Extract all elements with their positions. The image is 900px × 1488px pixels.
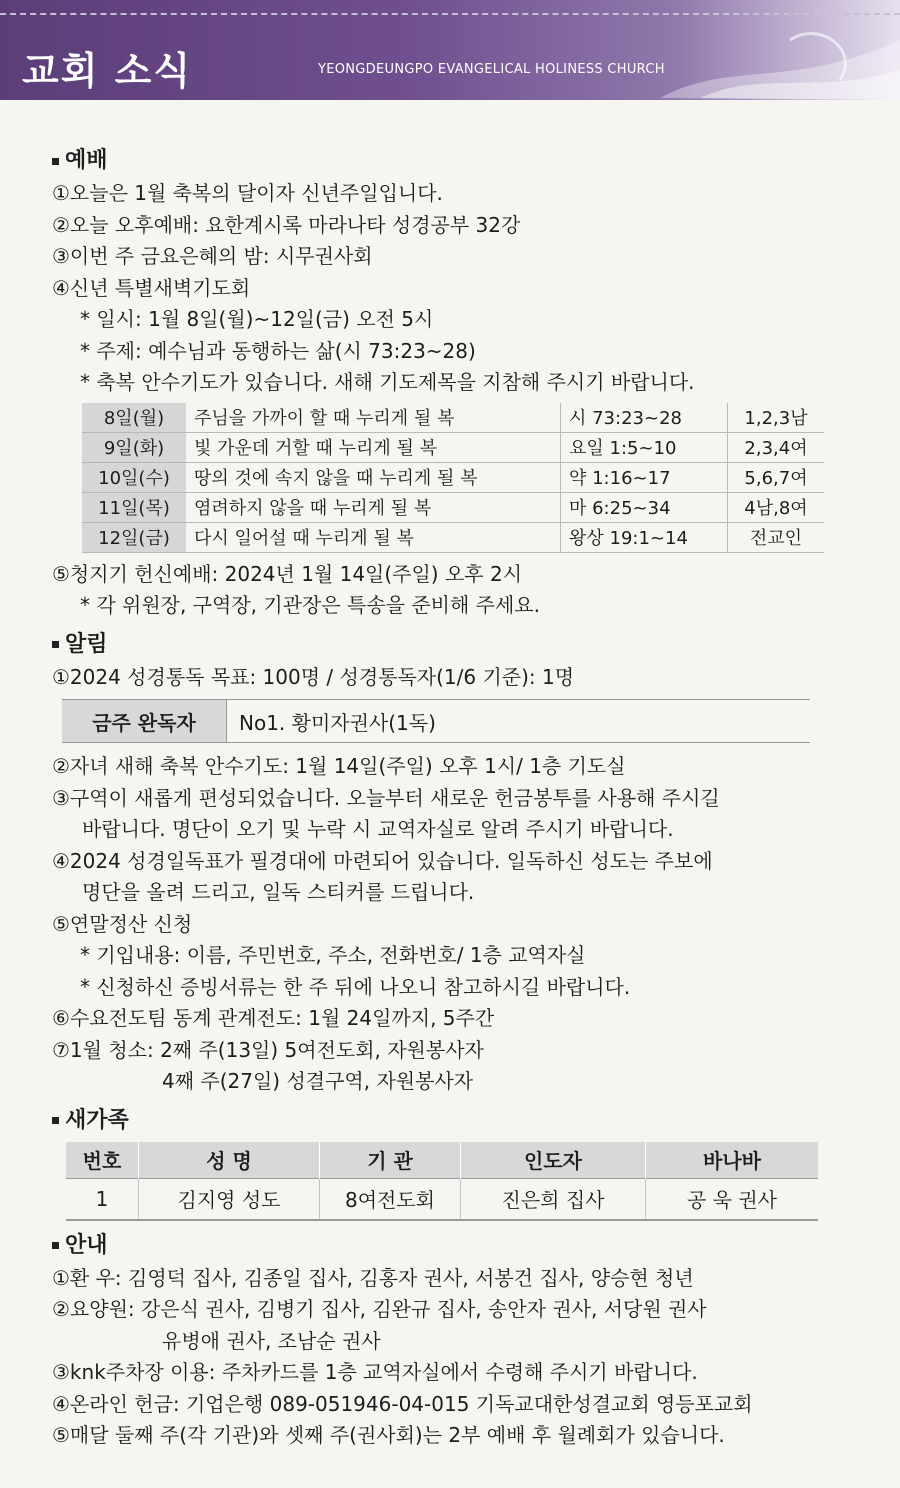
schedule-day: 8일(월)	[82, 403, 186, 433]
notice-sub-item: * 기입내용: 이름, 주민번호, 주소, 전화번호/ 1층 교역자실	[80, 943, 586, 967]
worship-item: ④신년 특별새벽기도회	[52, 275, 251, 300]
schedule-scripture: 시 73:23~28	[561, 403, 728, 433]
table-row	[82, 492, 824, 522]
schedule-group: 4남,8여	[728, 492, 825, 522]
new-family-heading: 새가족	[52, 1104, 852, 1138]
column-header: 기 관	[320, 1142, 461, 1179]
notice-item: ⑦1월 청소: 2째 주(13일) 5여전도회, 자원봉사자	[52, 1037, 484, 1062]
page-header	[0, 0, 900, 100]
news-content	[52, 138, 852, 1452]
guide-item: ④온라인 헌금: 기업은행 089-051946-04-015 기독교대한성결교회 영등포교회	[52, 1391, 753, 1416]
page-title: 교회 소식	[22, 49, 193, 93]
schedule-theme: 염려하지 않을 때 누리게 될 복	[186, 492, 561, 522]
schedule-day: 9일(화)	[82, 432, 186, 462]
guide-item: ⑤매달 둘째 주(각 기관)와 셋째 주(권사회)는 2부 예배 후 월례회가 있습니다.	[52, 1423, 725, 1447]
notice-item: ④2024 성경일독표가 필경대에 마련되어 있습니다. 일독하신 성도는 주보에	[52, 848, 713, 873]
completer-label: 금주 완독자	[62, 700, 227, 743]
notice-item: ⑥수요전도팀 동계 관계전도: 1월 24일까지, 5주간	[52, 1006, 495, 1030]
worship-item: ③이번 주 금요은혜의 밤: 시무권사회	[52, 244, 373, 268]
column-header: 번호	[66, 1142, 139, 1179]
schedule-day: 11일(목)	[82, 492, 186, 522]
table-row	[82, 403, 824, 433]
table-cell: 8여전도회	[320, 1178, 461, 1220]
schedule-group: 2,3,4여	[728, 432, 825, 462]
table-cell: 진은희 집사	[461, 1178, 646, 1220]
ribbon-decoration-icon	[640, 0, 900, 100]
table-row	[82, 462, 824, 492]
notice-item-continued: 4째 주(27일) 성결구역, 자원봉사자	[162, 1069, 474, 1093]
worship-item: ②오늘 오후예배: 요한계시록 마라나타 성경공부 32강	[52, 212, 521, 237]
schedule-scripture: 왕상 19:1~14	[561, 522, 728, 552]
guide-heading: 안내	[52, 1229, 852, 1263]
notice-item-continued: 바랍니다. 명단이 오기 및 누락 시 교역자실로 알려 주시기 바랍니다.	[82, 817, 674, 841]
table-row	[62, 700, 810, 743]
schedule-group: 5,6,7여	[728, 462, 825, 492]
notice-sub-item: * 신청하신 증빙서류는 한 주 뒤에 나오니 참고하시길 바랍니다.	[80, 974, 631, 999]
worship-item: ①오늘은 1월 축복의 달이자 신년주일입니다.	[52, 181, 443, 205]
table-header-row	[66, 1142, 818, 1179]
schedule-scripture: 마 6:25~34	[561, 492, 728, 522]
worship-sub-item: * 각 위원장, 구역장, 기관장은 특송을 준비해 주세요.	[80, 593, 540, 617]
worship-heading: 예배	[52, 144, 852, 178]
schedule-scripture: 요일 1:5~10	[561, 432, 728, 462]
notice-item: ③구역이 새롭게 편성되었습니다. 오늘부터 새로운 헌금봉투를 사용해 주시길	[52, 785, 720, 810]
guide-item: ②요양원: 강은식 권사, 김병기 집사, 김완규 집사, 송안자 권사, 서당원 권사	[52, 1297, 707, 1321]
schedule-theme: 땅의 것에 속지 않을 때 누리게 될 복	[186, 462, 561, 492]
table-row	[82, 432, 824, 462]
schedule-theme: 다시 일어설 때 누리게 될 복	[186, 522, 561, 552]
schedule-theme: 주님을 가까이 할 때 누리게 될 복	[186, 403, 561, 433]
table-cell: 1	[66, 1178, 139, 1220]
notice-item-continued: 명단을 올려 드리고, 일독 스티커를 드립니다.	[82, 880, 475, 904]
guide-item: ③knk주차장 이용: 주차카드를 1층 교역자실에서 수령해 주시기 바랍니다.	[52, 1360, 698, 1384]
table-cell: 김지영 성도	[139, 1178, 320, 1220]
notice-item: ②자녀 새해 축복 안수기도: 1월 14일(주일) 오후 1시/ 1층 기도실	[52, 754, 626, 778]
notice-item: ①2024 성경통독 목표: 100명 / 성경통독자(1/6 기준): 1명	[52, 664, 575, 689]
notice-item: ⑤연말정산 신청	[52, 911, 193, 936]
dawn-prayer-schedule-table	[82, 403, 824, 553]
schedule-scripture: 약 1:16~17	[561, 462, 728, 492]
notice-heading: 알림	[52, 628, 852, 662]
schedule-group: 전교인	[728, 522, 825, 552]
worship-sub-item: * 축복 안수기도가 있습니다. 새해 기도제목을 지참해 주시기 바랍니다.	[80, 370, 695, 394]
schedule-day: 10일(수)	[82, 462, 186, 492]
new-family-table	[66, 1142, 818, 1221]
schedule-theme: 빛 가운데 거할 때 누리게 될 복	[186, 432, 561, 462]
schedule-group: 1,2,3남	[728, 403, 825, 433]
guide-item: ①환 우: 김영덕 집사, 김종일 집사, 김홍자 권사, 서봉건 집사, 양승현 청년	[52, 1265, 694, 1290]
worship-item: ⑤청지기 헌신예배: 2024년 1월 14일(주일) 오후 2시	[52, 561, 523, 586]
reading-completer-table	[62, 699, 810, 743]
column-header: 바나바	[646, 1142, 819, 1179]
completer-value: No1. 황미자권사(1독)	[239, 710, 436, 735]
table-cell: 공 욱 권사	[646, 1178, 819, 1220]
worship-sub-item: * 주제: 예수님과 동행하는 삶(시 73:23~28)	[80, 338, 476, 363]
guide-item-continued: 유병애 권사, 조남순 권사	[162, 1328, 381, 1353]
table-row	[82, 522, 824, 552]
table-row	[66, 1178, 818, 1220]
schedule-day: 12일(금)	[82, 522, 186, 552]
column-header: 인도자	[461, 1142, 646, 1179]
worship-sub-item: * 일시: 1월 8일(월)~12일(금) 오전 5시	[80, 307, 434, 331]
church-name: YEONGDEUNGPO EVANGELICAL HOLINESS CHURCH	[318, 62, 665, 77]
column-header: 성 명	[139, 1142, 320, 1179]
